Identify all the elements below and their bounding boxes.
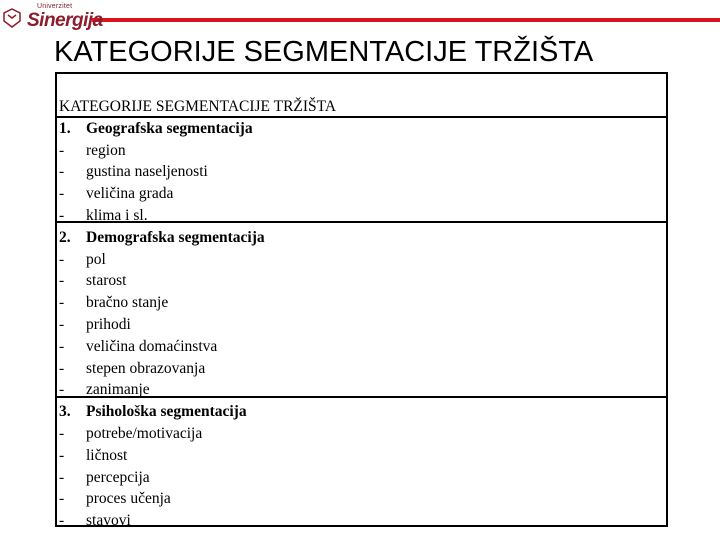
content-box xyxy=(55,72,668,530)
list-item xyxy=(59,467,659,489)
list-item-text: ličnost xyxy=(86,446,128,464)
list-item-text: stepen obrazovanja xyxy=(86,359,206,377)
section-heading: Demografska segmentacija xyxy=(86,228,265,246)
header-bar xyxy=(0,0,720,34)
list-item xyxy=(59,249,659,271)
list-item-text: stavovi xyxy=(86,512,131,530)
logo-emblem-icon xyxy=(3,8,21,28)
bullet-dash: - xyxy=(59,381,65,399)
bullet-dash: - xyxy=(59,490,65,508)
bullet-dash: - xyxy=(59,185,65,203)
bullet-dash: - xyxy=(59,446,65,464)
list-item-text: prihodi xyxy=(86,315,131,333)
header-rule xyxy=(92,18,720,22)
list-item xyxy=(59,183,659,205)
list-title: KATEGORIJE SEGMENTACIJE TRŽIŠTA xyxy=(59,98,337,115)
list-item-text: pol xyxy=(86,250,106,268)
list-item xyxy=(59,161,659,183)
list-item-text: zanimanje xyxy=(86,381,150,399)
list-item-text: klima i sl. xyxy=(86,206,148,224)
list-item-text: starost xyxy=(86,272,127,290)
bullet-dash: - xyxy=(59,272,65,290)
section-heading: Geografska segmentacija xyxy=(86,119,253,137)
section-heading-row xyxy=(59,118,659,140)
list-item xyxy=(59,445,659,467)
section-number: 3. xyxy=(59,403,71,421)
bullet-dash: - xyxy=(59,315,65,333)
section-heading-row xyxy=(59,401,659,423)
logo-wordmark: Sinergija xyxy=(27,10,103,31)
list-item-text: percepcija xyxy=(86,468,150,486)
list-item xyxy=(59,423,659,445)
segmentation-list xyxy=(59,96,659,532)
list-item xyxy=(59,292,659,314)
list-item xyxy=(59,336,659,358)
bullet-dash: - xyxy=(59,512,65,530)
slide-title: KATEGORIJE SEGMENTACIJE TRŽIŠTA xyxy=(54,36,594,68)
section-heading: Psihološka segmentacija xyxy=(86,403,247,421)
list-title-row xyxy=(59,96,659,118)
list-item-text: potrebe/motivacija xyxy=(86,424,203,442)
bullet-dash: - xyxy=(59,468,65,486)
list-item xyxy=(59,314,659,336)
bullet-dash: - xyxy=(59,206,65,224)
university-logo xyxy=(3,2,103,32)
list-item xyxy=(59,488,659,510)
bullet-dash: - xyxy=(59,250,65,268)
bullet-dash: - xyxy=(59,424,65,442)
bullet-dash: - xyxy=(59,163,65,181)
list-item-text: gustina naseljenosti xyxy=(86,163,208,181)
section-heading-row xyxy=(59,227,659,249)
list-item-text: veličina domaćinstva xyxy=(86,337,218,355)
list-item xyxy=(59,510,659,532)
list-item-text: proces učenja xyxy=(86,490,171,508)
list-item xyxy=(59,270,659,292)
list-item xyxy=(59,205,659,227)
list-item xyxy=(59,140,659,162)
list-item-text: bračno stanje xyxy=(86,294,169,312)
list-item xyxy=(59,358,659,380)
bullet-dash: - xyxy=(59,294,65,312)
bullet-dash: - xyxy=(59,337,65,355)
logo-subtitle: Univerzitet xyxy=(37,3,73,10)
bullet-dash: - xyxy=(59,359,65,377)
list-item-text: region xyxy=(86,141,126,159)
list-item xyxy=(59,379,659,401)
section-number: 1. xyxy=(59,119,71,137)
bullet-dash: - xyxy=(59,141,65,159)
section-number: 2. xyxy=(59,228,71,246)
list-item-text: veličina grada xyxy=(86,185,174,203)
list-rows xyxy=(59,118,659,532)
